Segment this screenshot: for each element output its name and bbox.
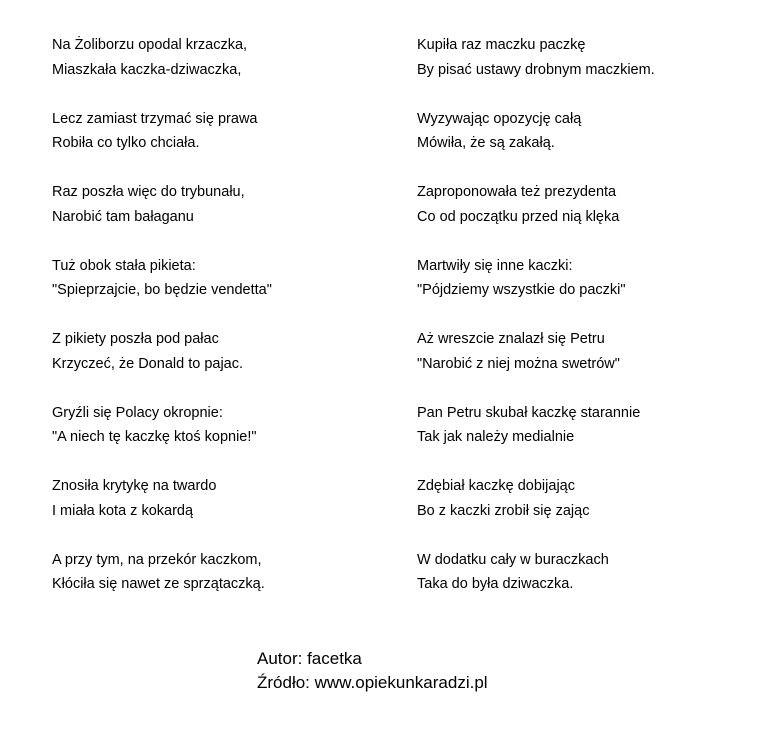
stanza xyxy=(417,474,757,548)
poem-line: Robiła co tylko chciała. xyxy=(52,135,200,151)
stanza xyxy=(417,107,757,181)
poem-line: W dodatku cały w buraczkach xyxy=(417,551,609,568)
credits xyxy=(257,647,488,695)
stanza xyxy=(52,474,392,548)
poem-line: Bo z kaczki zrobił się zając xyxy=(417,502,590,519)
poem-line: Co od początku przed nią klęka xyxy=(417,208,620,225)
poem-line: "Narobić z niej można swetrów" xyxy=(417,355,620,372)
poem-right-column xyxy=(417,33,757,621)
poem-line: Znosiła krytykę na twardo xyxy=(52,478,217,494)
stanza xyxy=(52,327,392,401)
stanza xyxy=(417,327,757,401)
poem-line: Wyzywając opozycję całą xyxy=(417,110,582,127)
poem-line: Zaproponowała też prezydenta xyxy=(417,184,617,200)
stanza xyxy=(417,254,757,328)
stanza xyxy=(52,107,392,181)
poem-line: Gryźli się Polacy okropnie: xyxy=(52,404,223,421)
stanza xyxy=(417,548,757,622)
poem-line: Mówiła, że są zakałą. xyxy=(417,135,555,151)
poem-line: A przy tym, na przekór kaczkom, xyxy=(52,551,262,568)
stanza xyxy=(52,254,392,328)
poem-line: Taka do była dziwaczka. xyxy=(417,576,574,592)
poem-line: "A niech tę kaczkę ktoś kopnie!" xyxy=(52,429,257,445)
source-line: Źródło: www.opiekunkaradzi.pl xyxy=(257,673,488,692)
author-line: Autor: facetka xyxy=(257,649,362,668)
poem-line: Kłóciła się nawet ze sprzątaczką. xyxy=(52,576,265,592)
poem-line: Tak jak należy medialnie xyxy=(417,429,575,445)
poem-line: Aż wreszcie znalazł się Petru xyxy=(417,331,605,347)
poem-line: By pisać ustawy drobnym maczkiem. xyxy=(417,61,655,78)
stanza xyxy=(52,33,392,107)
stanza xyxy=(52,401,392,475)
poem-line: Tuż obok stała pikieta: xyxy=(52,257,196,274)
stanza xyxy=(52,180,392,254)
poem-line: Na Żoliborzu opodal krzaczka, xyxy=(52,37,248,53)
stanza xyxy=(52,548,392,622)
poem-line: Lecz zamiast trzymać się prawa xyxy=(52,110,258,127)
poem-line: Krzyczeć, że Donald to pajac. xyxy=(52,355,244,372)
poem-left-column xyxy=(52,33,392,621)
poem-line: Narobić tam bałaganu xyxy=(52,208,194,225)
stanza xyxy=(417,33,757,107)
poem-line: Raz poszła więc do trybunału, xyxy=(52,184,245,200)
poem-line: I miała kota z kokardą xyxy=(52,502,194,519)
stanza xyxy=(417,180,757,254)
poem-line: Zdębiał kaczkę dobijając xyxy=(417,478,575,494)
stanza xyxy=(417,401,757,475)
poem-line: "Spieprzajcie, bo będzie vendetta" xyxy=(52,282,272,298)
poem-line: "Pójdziemy wszystkie do paczki" xyxy=(417,282,626,298)
poem-line: Pan Petru skubał kaczkę starannie xyxy=(417,404,641,421)
poem-line: Martwiły się inne kaczki: xyxy=(417,257,573,274)
poem-line: Kupiła raz maczku paczkę xyxy=(417,37,586,53)
poem-line: Miaszkała kaczka-dziwaczka, xyxy=(52,61,242,78)
poem-line: Z pikiety poszła pod pałac xyxy=(52,331,219,347)
